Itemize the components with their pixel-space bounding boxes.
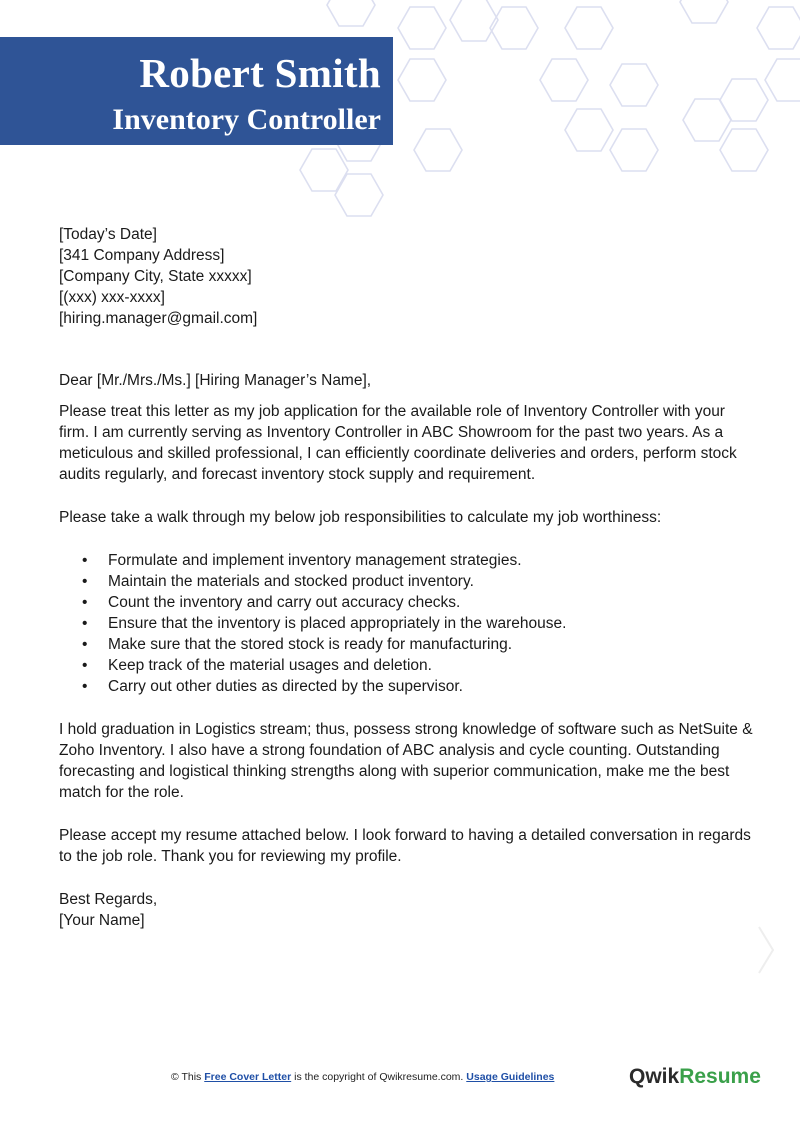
list-item: • Make sure that the stored stock is ready for manufacturing.	[108, 634, 759, 655]
list-item: • Carry out other duties as directed by the supervisor.	[108, 676, 759, 697]
responsibilities-intro: Please take a walk through my below job responsibilities to calculate my job worthiness:	[59, 509, 662, 526]
letter-date: [Today’s Date]	[59, 226, 157, 243]
qwikresume-logo[interactable]	[629, 1065, 761, 1089]
applicant-name: Robert Smith	[139, 50, 381, 96]
free-cover-letter-link[interactable]: Free Cover Letter	[204, 1071, 292, 1083]
copyright-note	[171, 1071, 554, 1083]
list-item: • Keep track of the material usages and deletion.	[108, 655, 759, 676]
closing-paragraph: Please accept my resume attached below. I look forward to having a detailed conversation in regards to the job role. Thank you for reviewing my profile.	[59, 827, 751, 865]
recipient-address	[59, 245, 759, 329]
closing-phrase: Best Regards,	[59, 891, 158, 908]
intro-paragraph: Please treat this letter as my job application for the available role of Inventory Controller with your firm. I am currently serving as Inventory Controller in ABC Showroom for the past two years. As a meticulous and skilled professional, I can efficiently coordinate deliveries and orders, perform stock audits regularly, and forecast inventory stock supply and requirement.	[59, 403, 737, 483]
list-item: • Ensure that the inventory is placed appropriately in the warehouse.	[108, 613, 759, 634]
address-line: [(xxx) xxx-xxxx]	[59, 289, 165, 306]
chevron-right-icon	[757, 925, 775, 975]
list-item: • Count the inventory and carry out accuracy checks.	[108, 592, 759, 613]
letter-body	[59, 224, 759, 931]
salutation: Dear [Mr./Mrs./Ms.] [Hiring Manager’s Name],	[59, 372, 372, 389]
responsibilities-list	[59, 550, 759, 697]
copyright-text: is the copyright of Qwikresume.com.	[294, 1071, 464, 1083]
logo-part-resume: Resume	[679, 1065, 761, 1088]
address-line: [Company City, State xxxxx]	[59, 268, 252, 285]
usage-guidelines-link[interactable]: Usage Guidelines	[466, 1071, 555, 1083]
name-banner	[0, 37, 393, 145]
copyright-prefix: © This	[171, 1071, 202, 1083]
logo-part-qwik: Qwik	[629, 1065, 680, 1088]
qualifications-paragraph: I hold graduation in Logistics stream; thus, possess strong knowledge of software such as NetSuite & Zoho Inventory. I also have a strong foundation of ABC analysis and cycle counting. Outstanding forecasting and logistical thinking strengths along with superior communication, make me the best match for the role.	[59, 721, 753, 801]
list-item: • Maintain the materials and stocked product inventory.	[108, 571, 759, 592]
address-line: [hiring.manager@gmail.com]	[59, 310, 258, 327]
address-line: [341 Company Address]	[59, 247, 225, 264]
applicant-job-title: Inventory Controller	[112, 103, 381, 136]
signature-name: [Your Name]	[59, 912, 145, 929]
list-item: • Formulate and implement inventory management strategies.	[108, 550, 759, 571]
